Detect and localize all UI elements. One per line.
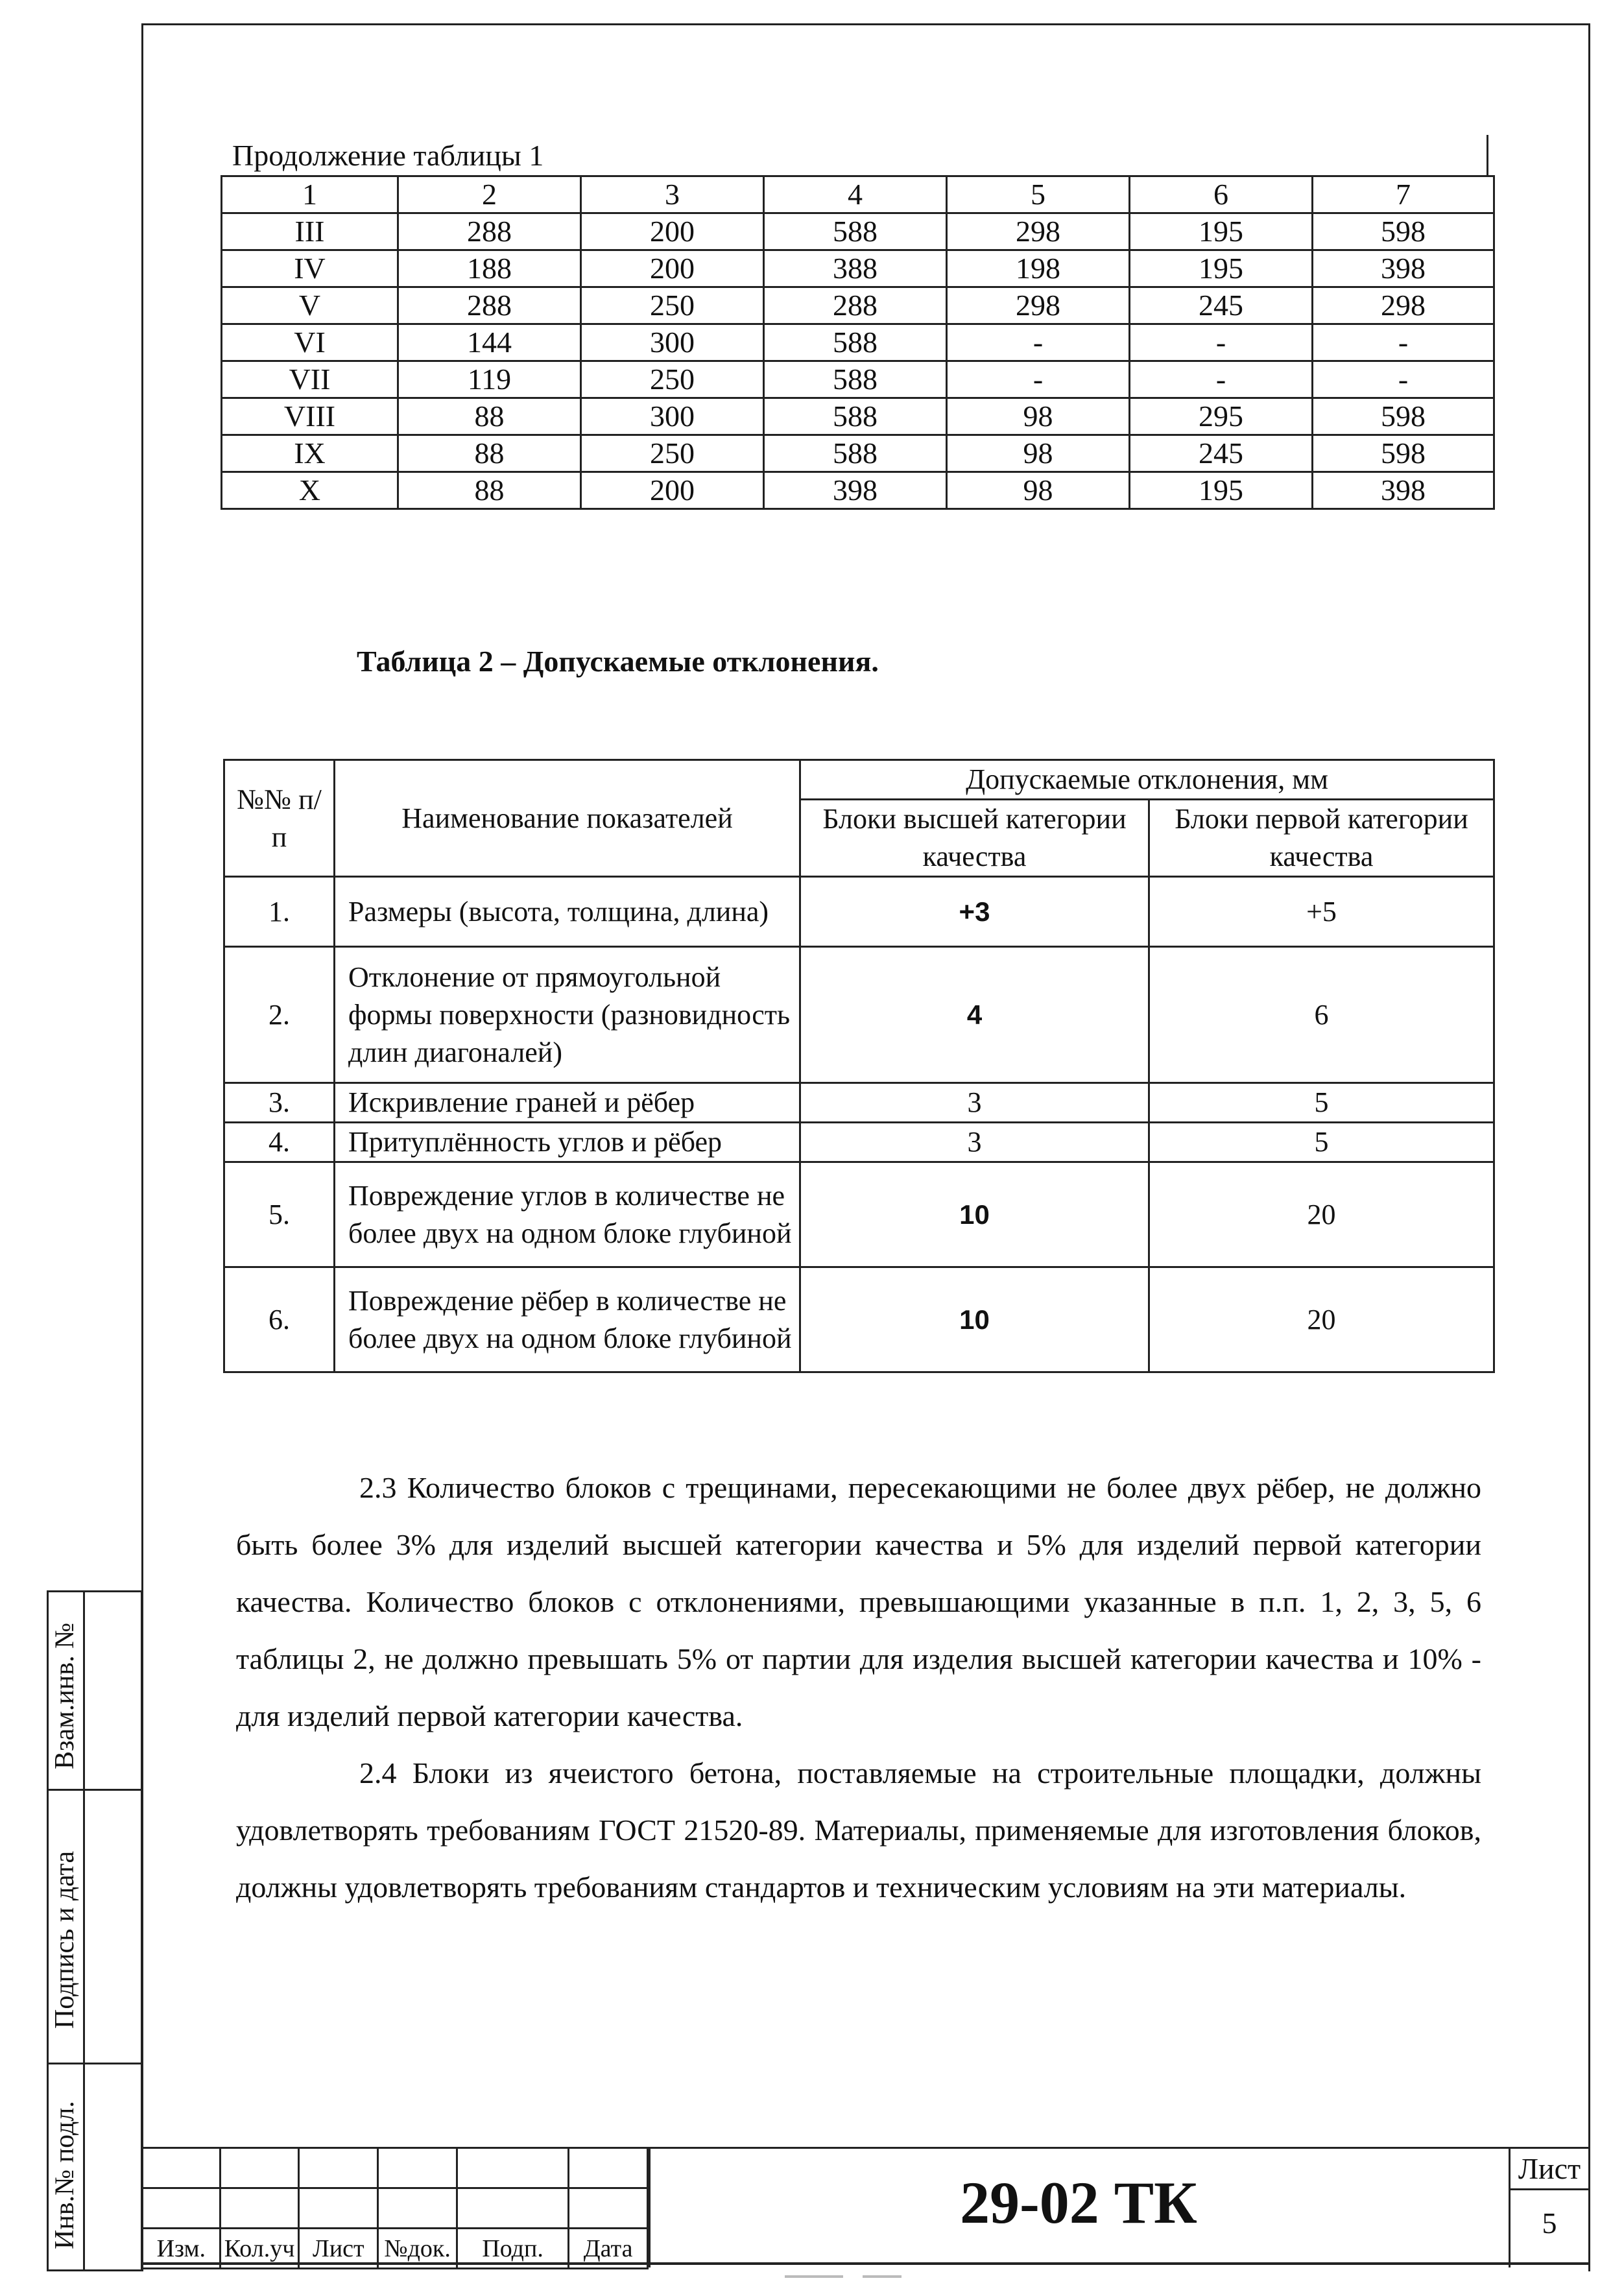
table2-cell-first: 5 <box>1149 1123 1494 1162</box>
document-code: 29-02 ТК <box>960 2170 1197 2236</box>
table2-cell-name: Повреждение рёбер в количестве не более двух на одном блоке глубиной <box>335 1267 800 1372</box>
table-row <box>222 213 1494 250</box>
table1-cell: 195 <box>1130 250 1313 287</box>
table-row <box>222 287 1494 324</box>
table1-cell: 200 <box>581 213 764 250</box>
table2-header-group: Допускаемые отклонения, мм <box>800 760 1494 800</box>
table1-cell: 119 <box>398 361 581 398</box>
side-stamp-podpis: Подпись и дата <box>50 1850 80 2029</box>
side-stamp-vzam: Взам.инв. № <box>50 1622 80 1769</box>
table2-cell-high: 10 <box>800 1267 1149 1372</box>
table1-cell: VI <box>222 324 398 361</box>
table1-cell: 245 <box>1130 435 1313 472</box>
table1-cell: 298 <box>947 213 1130 250</box>
title-block-column-label: №док. <box>378 2229 457 2269</box>
paragraph-2-3: 2.3 Количество блоков с трещинами, пересекающими не более двух рёбер, не должно быть более 3% для изделий высшей категории качества и 5% для изделий первой категории качества. Количество блоков с отклонениями, превышающими указанные в п.п. 1, 2, 3, 5, 6 таблицы 2, не должно превышать 5% от партии для изделия высшей категории качества и 10% - для изделий первой категории качества. <box>236 1471 1481 1732</box>
table-row <box>222 324 1494 361</box>
table1-cell: 98 <box>947 435 1130 472</box>
table1-cell: 200 <box>581 250 764 287</box>
table1-cell: - <box>947 324 1130 361</box>
table1-cell: 98 <box>947 472 1130 509</box>
title-block-sheet-divider <box>1509 2188 1590 2190</box>
table-row <box>222 435 1494 472</box>
table-row <box>222 361 1494 398</box>
table-row <box>224 1123 1494 1162</box>
table-row <box>222 250 1494 287</box>
side-stamp-row-divider <box>47 1789 143 1791</box>
title-block-column-label: Лист <box>299 2229 378 2269</box>
table1-cell: 398 <box>1313 250 1494 287</box>
table2-cell-first: +5 <box>1149 877 1494 947</box>
table2-cell-high: 3 <box>800 1123 1149 1162</box>
table1-cell: 588 <box>764 324 947 361</box>
table1-cell: 250 <box>581 361 764 398</box>
table1-cell: 195 <box>1130 472 1313 509</box>
table1-caption: Продолжение таблицы 1 <box>232 139 544 172</box>
table1-cell: 195 <box>1130 213 1313 250</box>
table-row <box>224 1162 1494 1267</box>
table1-cell: 288 <box>398 287 581 324</box>
table1-cell: - <box>1313 361 1494 398</box>
table1-cell: 388 <box>764 250 947 287</box>
table1-cell: 598 <box>1313 435 1494 472</box>
table1-cell: 588 <box>764 361 947 398</box>
table2-cell-first: 20 <box>1149 1267 1494 1372</box>
table1-cell: V <box>222 287 398 324</box>
table2-cell-num: 5. <box>224 1162 335 1267</box>
table2-cell-high: +3 <box>800 877 1149 947</box>
sheet-label: Лист <box>1518 2152 1581 2185</box>
side-stamp-inv: Инв.№ подл. <box>50 2101 80 2249</box>
table1-cell: 188 <box>398 250 581 287</box>
table2-header-high: Блоки высшей категории качества <box>800 800 1149 877</box>
table1-cell: - <box>1313 324 1494 361</box>
table1-cell: VII <box>222 361 398 398</box>
table1-caption-tick <box>1487 135 1488 176</box>
table1-cell: 598 <box>1313 213 1494 250</box>
table1-cell: 88 <box>398 398 581 435</box>
table-row <box>224 947 1494 1083</box>
table1-cell: 144 <box>398 324 581 361</box>
table2-cell-name: Повреждение углов в количестве не более двух на одном блоке глубиной <box>335 1162 800 1267</box>
table1-cell: 288 <box>398 213 581 250</box>
table2-cell-high: 10 <box>800 1162 1149 1267</box>
table1-header-cell: 2 <box>398 176 581 213</box>
table-row <box>224 877 1494 947</box>
table1-cell: 398 <box>764 472 947 509</box>
table2 <box>223 759 1495 1373</box>
table1-header-cell: 4 <box>764 176 947 213</box>
table1-cell: 398 <box>1313 472 1494 509</box>
table1-header-cell: 6 <box>1130 176 1313 213</box>
table1-cell: III <box>222 213 398 250</box>
table2-cell-name: Размеры (высота, толщина, длина) <box>335 877 800 947</box>
table-row <box>224 1083 1494 1123</box>
table1-cell: X <box>222 472 398 509</box>
scan-mark <box>785 2275 843 2278</box>
table1-cell: 300 <box>581 324 764 361</box>
table2-header-first: Блоки первой категории качества <box>1149 800 1494 877</box>
side-stamp-row-divider <box>47 2063 143 2064</box>
table2-cell-num: 1. <box>224 877 335 947</box>
table1-cell: 298 <box>1313 287 1494 324</box>
table2-cell-name: Искривление граней и рёбер <box>335 1083 800 1123</box>
sheet-number: 5 <box>1542 2207 1557 2240</box>
table1-cell: 250 <box>581 287 764 324</box>
table1-cell: 588 <box>764 435 947 472</box>
table1-cell: - <box>1130 361 1313 398</box>
scan-mark <box>863 2275 902 2278</box>
table1-cell: 300 <box>581 398 764 435</box>
table1-header-row <box>222 176 1494 213</box>
paragraph-2-4: 2.4 Блоки из ячеистого бетона, поставляемые на строительные площадки, должны удовлетворять требованиям ГОСТ 21520-89. Материалы, применяемые для изготовления блоков, должны удовлетворять требованиям стандартов и техническим условиям на эти материалы. <box>236 1756 1481 1904</box>
title-block-column-label: Кол.уч <box>220 2229 299 2269</box>
title-block-grid <box>141 2147 649 2269</box>
table1-cell: 88 <box>398 435 581 472</box>
table1 <box>221 175 1495 510</box>
table1-cell: 200 <box>581 472 764 509</box>
title-block-column-label: Подп. <box>457 2229 569 2269</box>
table1-cell: 198 <box>947 250 1130 287</box>
table2-cell-num: 2. <box>224 947 335 1083</box>
table2-cell-num: 6. <box>224 1267 335 1372</box>
table1-cell: 588 <box>764 398 947 435</box>
title-block-column-label: Изм. <box>143 2229 221 2269</box>
table1-cell: 245 <box>1130 287 1313 324</box>
title-block-column-label: Дата <box>569 2229 648 2269</box>
table2-cell-first: 5 <box>1149 1083 1494 1123</box>
table2-cell-name: Притуплённость углов и рёбер <box>335 1123 800 1162</box>
table1-cell: 598 <box>1313 398 1494 435</box>
table1-cell: 588 <box>764 213 947 250</box>
table2-cell-high: 4 <box>800 947 1149 1083</box>
table1-cell: 295 <box>1130 398 1313 435</box>
table2-header-num: №№ п/п <box>224 760 335 877</box>
table2-cell-num: 3. <box>224 1083 335 1123</box>
table-row <box>224 1267 1494 1372</box>
table-row <box>222 472 1494 509</box>
table2-cell-name: Отклонение от прямоугольной формы поверхности (разновидность длин диагоналей) <box>335 947 800 1083</box>
table1-cell: IX <box>222 435 398 472</box>
table2-cell-high: 3 <box>800 1083 1149 1123</box>
table1-cell: 98 <box>947 398 1130 435</box>
table1-cell: 88 <box>398 472 581 509</box>
table1-header-cell: 7 <box>1313 176 1494 213</box>
table1-header-cell: 1 <box>222 176 398 213</box>
table2-title: Таблица 2 – Допускаемые отклонения. <box>357 645 879 678</box>
table1-cell: 250 <box>581 435 764 472</box>
table1-cell: VIII <box>222 398 398 435</box>
table1-cell: - <box>947 361 1130 398</box>
side-stamp-column-divider <box>83 1590 85 2271</box>
table2-header-name: Наименование показателей <box>335 760 800 877</box>
table1-header-cell: 3 <box>581 176 764 213</box>
table1-header-cell: 5 <box>947 176 1130 213</box>
table1-cell: 288 <box>764 287 947 324</box>
table1-cell: IV <box>222 250 398 287</box>
table-row <box>222 398 1494 435</box>
table1-cell: - <box>1130 324 1313 361</box>
table1-cell: 298 <box>947 287 1130 324</box>
table2-cell-num: 4. <box>224 1123 335 1162</box>
table2-cell-first: 20 <box>1149 1162 1494 1267</box>
table2-cell-first: 6 <box>1149 947 1494 1083</box>
